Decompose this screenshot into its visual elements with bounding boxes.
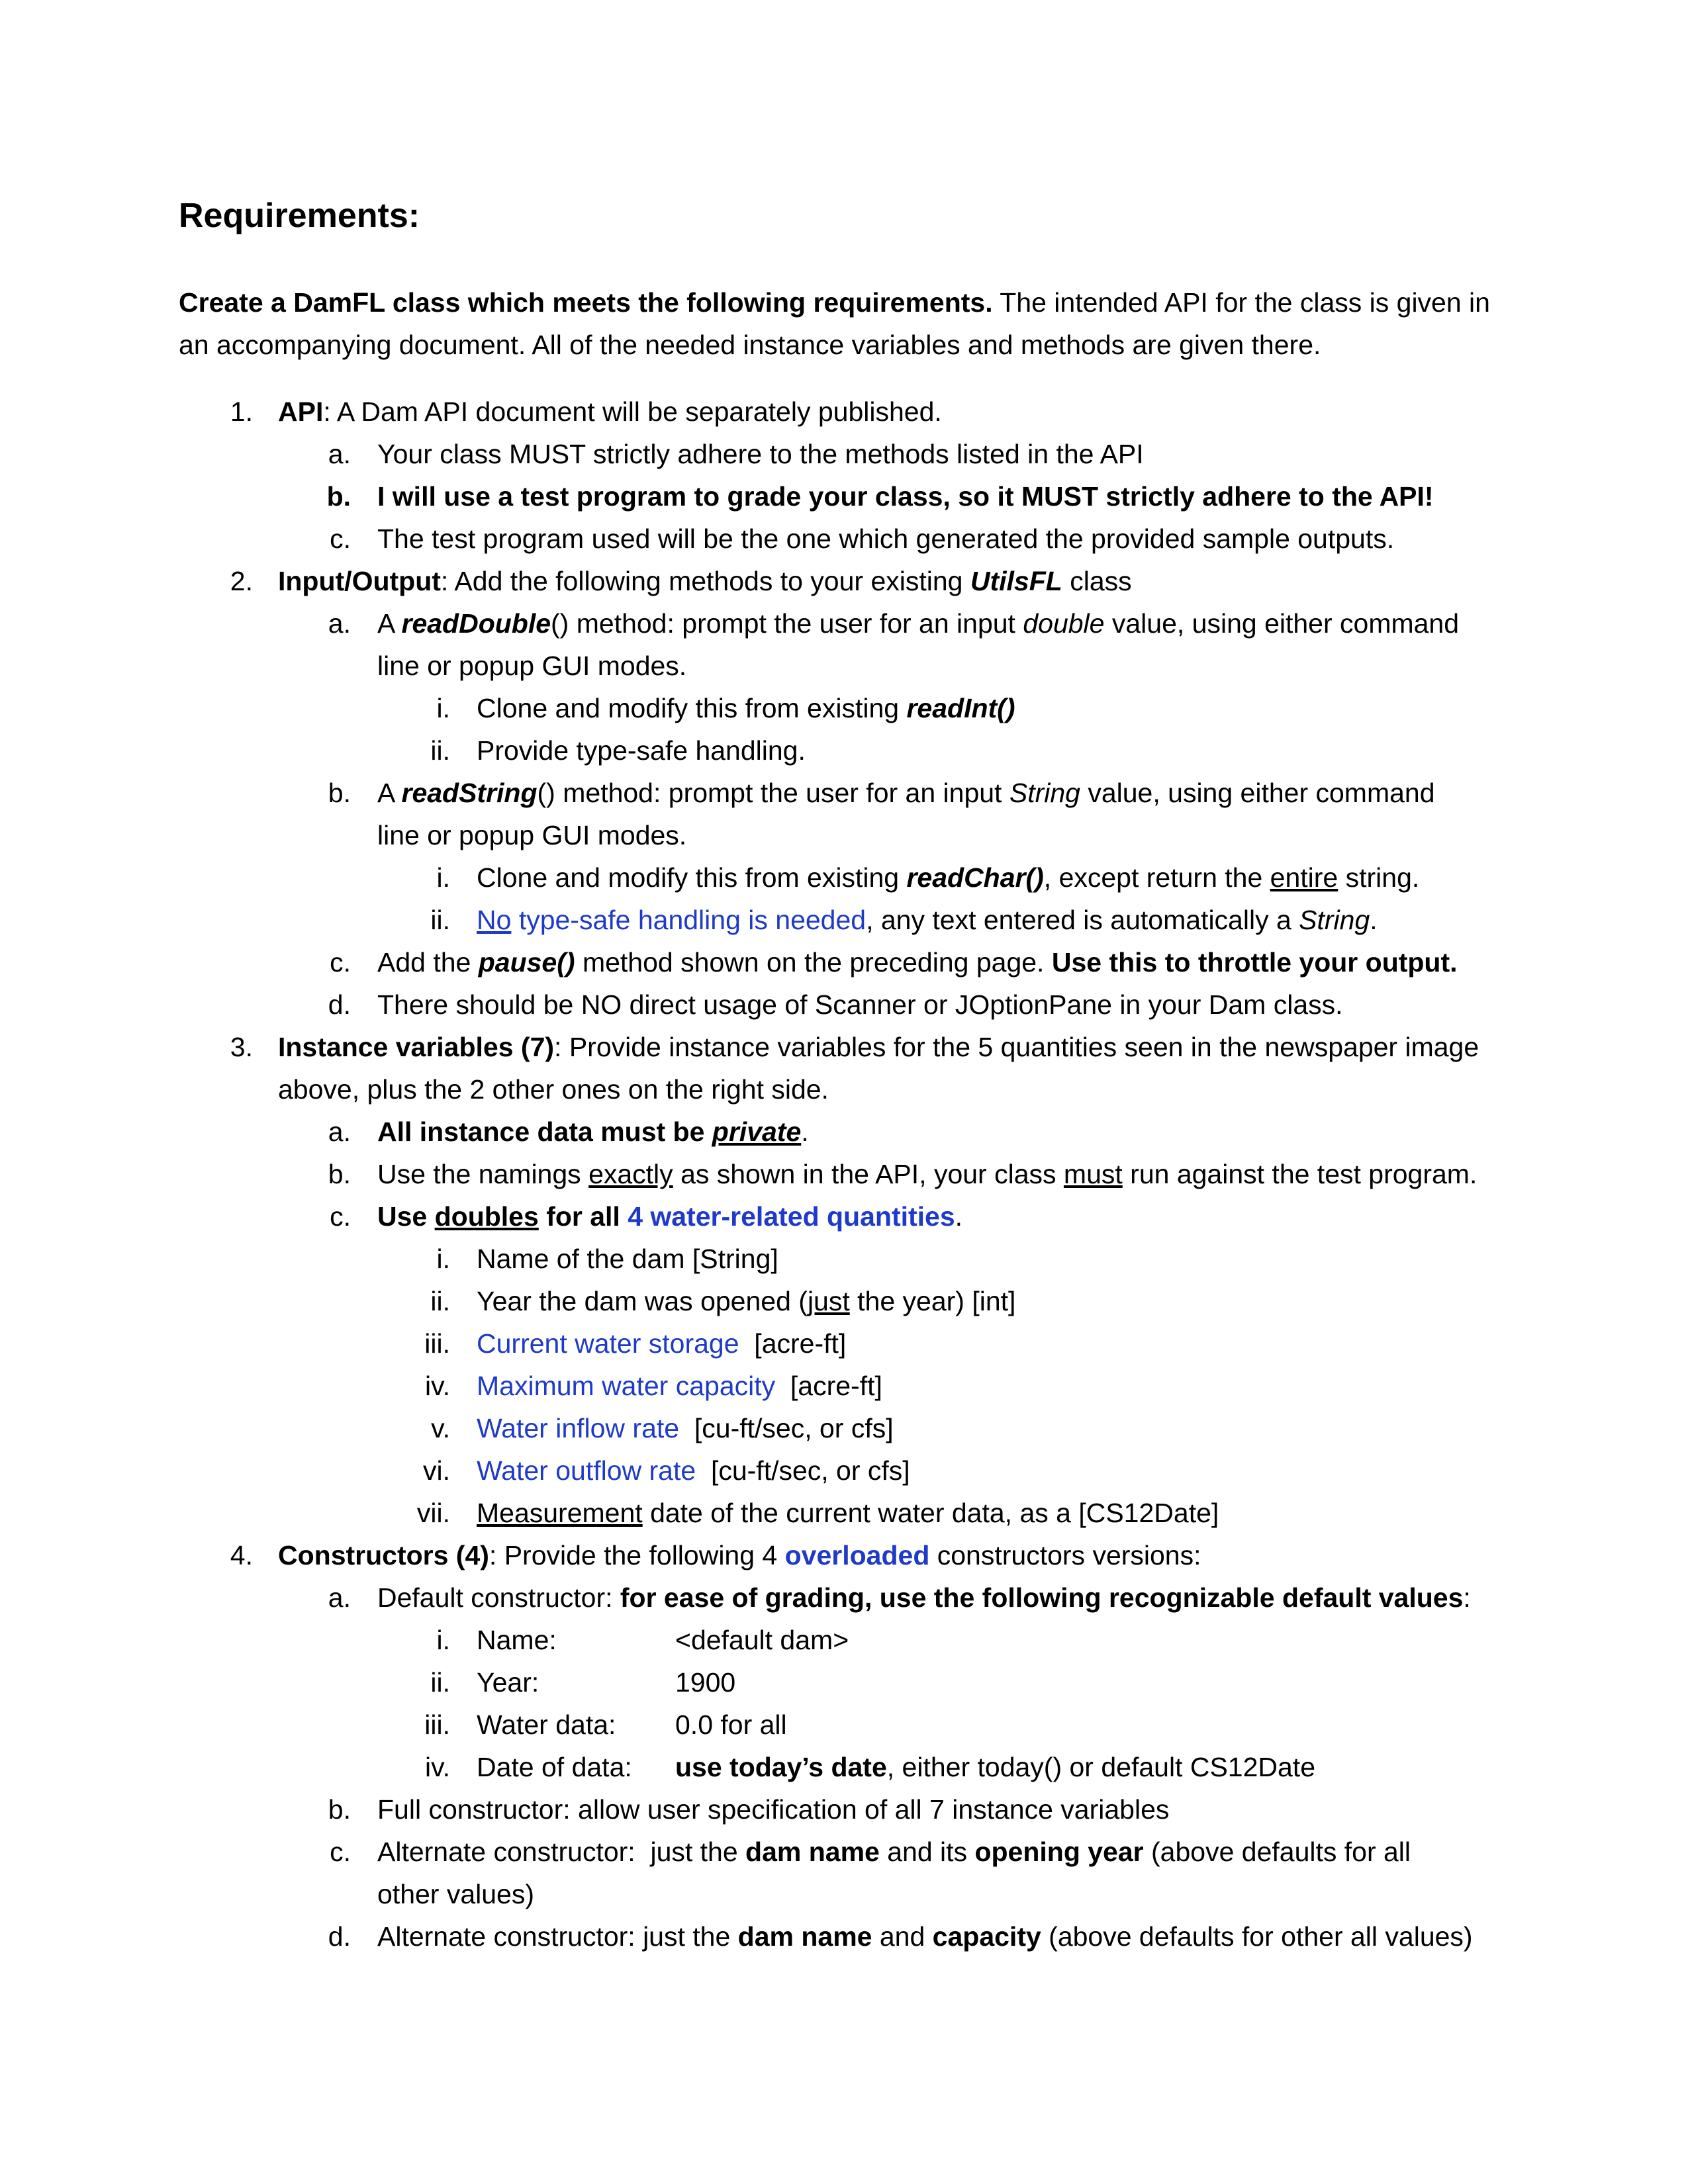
item-3a-tail: . (801, 1116, 809, 1147)
item-4a-iv-key: Date of data: (477, 1752, 632, 1782)
item-4a-tail: : (1463, 1582, 1471, 1613)
item-4a-iv-label: iv. (425, 1752, 450, 1782)
item-3c-i: Name of the dam [String] (477, 1244, 778, 1274)
read-double-method: readDouble (401, 608, 551, 639)
item-1b: I will use a test program to grade your class, so it MUST strictly adhere to the API! (377, 481, 1434, 512)
item-3c-iii-unit: [acre-ft] (739, 1328, 847, 1359)
item-4a (377, 1576, 1471, 1619)
item-2b-i-underline: entire (1270, 862, 1338, 893)
item-3b-text-1: Use the namings (377, 1159, 589, 1189)
item-4a-i-label: i. (436, 1625, 450, 1655)
item-2a-pre: A (377, 608, 402, 639)
item-4c-text-3: (above defaults for all (1143, 1837, 1411, 1867)
item-3c-label: c. (330, 1201, 351, 1232)
item-2a-text: method: prompt the user for an input (569, 608, 1023, 639)
item-4a-iv-bold: use today’s date (675, 1752, 887, 1782)
item-2b-pre: A (377, 778, 402, 808)
item-4 (278, 1534, 1201, 1576)
item-2a (377, 602, 1459, 645)
item-2a-ii-label: ii. (430, 735, 450, 766)
item-2a-label: a. (328, 608, 351, 639)
item-2c-mid: method shown on the preceding page. (575, 947, 1052, 978)
item-2b (377, 772, 1435, 814)
item-3-title: Instance variables (7) (278, 1032, 555, 1062)
item-3c-vii-label: vii. (416, 1498, 450, 1528)
item-4c-label: c. (330, 1837, 351, 1867)
item-3c-iv-label: iv. (425, 1371, 450, 1401)
read-int-method: readInt() (906, 693, 1015, 723)
item-3a (377, 1111, 809, 1153)
item-3c-vi-blue: Water outflow rate (477, 1455, 696, 1486)
item-2-tail: class (1062, 566, 1132, 596)
item-1a-label: a. (328, 439, 351, 469)
item-2a-type: double (1023, 608, 1105, 639)
utils-class-name: UtilsFL (970, 566, 1062, 596)
item-3b-text-3: run against the test program. (1122, 1159, 1477, 1189)
item-2b-i-label: i. (436, 862, 450, 893)
item-3a-bold: All instance data must be (377, 1116, 712, 1147)
item-1 (278, 390, 942, 433)
private-keyword: private (712, 1116, 802, 1147)
item-4d (377, 1915, 1473, 1958)
item-2-title: Input/Output (278, 566, 441, 596)
item-2b-parens: () (537, 778, 555, 808)
item-1a: Your class MUST strictly adhere to the methods listed in the API (377, 439, 1144, 469)
item-2b-i-mid: , except return the (1043, 862, 1270, 893)
item-2d-label: d. (328, 989, 351, 1020)
item-2b-ii-text: , any text entered is automatically a (866, 905, 1299, 935)
item-3-number: 3. (230, 1032, 253, 1062)
item-3-line-2: above, plus the 2 other ones on the right side. (278, 1074, 829, 1105)
item-3c (377, 1195, 962, 1238)
item-2b-i (477, 856, 1419, 899)
item-4c (377, 1831, 1411, 1873)
item-3c-vii (477, 1492, 1219, 1534)
item-4-tail: constructors versions: (929, 1540, 1201, 1570)
item-2c (377, 941, 1458, 983)
item-4a-ii-value: 1900 (675, 1667, 736, 1698)
item-1c: The test program used will be the one which generated the provided sample outputs. (377, 523, 1395, 554)
item-4d-bold-1: dam name (737, 1921, 872, 1952)
item-3c-vii-underline: Measurement (477, 1498, 643, 1528)
item-3c-bold-2: for all (538, 1201, 628, 1232)
item-3 (278, 1026, 1479, 1068)
item-2b-ii-type: String (1299, 905, 1370, 935)
read-char-method: readChar() (906, 862, 1044, 893)
item-3c-vi-label: vi. (423, 1455, 450, 1486)
item-4-title: Constructors (4) (278, 1540, 489, 1570)
item-3c-iii (477, 1322, 846, 1365)
item-2-text: : Add the following methods to your existing (440, 566, 970, 596)
item-2 (278, 560, 1132, 602)
item-2b-type: String (1009, 778, 1080, 808)
item-4a-iv-text: , either today() or default CS12Date (886, 1752, 1315, 1782)
item-3c-iii-blue: Current water storage (477, 1328, 739, 1359)
item-2b-ii-blue: type-safe handling is needed (511, 905, 867, 935)
item-3c-vii-text: date of the current water data, as a [CS12Date] (642, 1498, 1219, 1528)
item-3c-iii-label: iii. (424, 1328, 450, 1359)
pause-method: pause() (478, 947, 575, 978)
item-2b-ii (477, 899, 1378, 941)
item-3b-underline-1: exactly (588, 1159, 673, 1189)
item-1-number: 1. (230, 396, 253, 427)
intro-paragraph (179, 281, 1516, 366)
item-3a-label: a. (328, 1116, 351, 1147)
item-4a-label: a. (328, 1582, 351, 1613)
item-2c-label: c. (330, 947, 351, 978)
intro-text: The intended API for the class is given in an accompanying document. All of the needed instance variables and methods are given there. (179, 287, 1490, 360)
item-4a-text: Default constructor: (377, 1582, 620, 1613)
item-2b-label: b. (328, 778, 351, 808)
item-2b-i-text: Clone and modify this from existing (477, 862, 907, 893)
item-3c-tail: . (955, 1201, 963, 1232)
item-4-blue: overloaded (784, 1540, 930, 1570)
item-3c-iv-blue: Maximum water capacity (477, 1371, 776, 1401)
item-4a-ii-label: ii. (430, 1667, 450, 1698)
item-4c-text-2: and its (879, 1837, 975, 1867)
item-4b: Full constructor: allow user specification of all 7 instance variables (377, 1794, 1170, 1825)
item-2b-text-2: value, using either command (1080, 778, 1435, 808)
item-1b-label: b. (326, 481, 351, 512)
item-3c-ii-text-2: the year) [int] (849, 1286, 1016, 1316)
item-3c-ii-underline: just (807, 1286, 850, 1316)
item-2a-parens: () (551, 608, 569, 639)
item-4d-bold-2: capacity (932, 1921, 1041, 1952)
item-2a-i-label: i. (436, 693, 450, 723)
item-1-text: : A Dam API document will be separately published. (323, 396, 942, 427)
item-4-number: 4. (230, 1540, 253, 1570)
item-2a-i-text: Clone and modify this from existing (477, 693, 907, 723)
item-2b-i-tail: string. (1338, 862, 1420, 893)
item-1-title: API (278, 396, 324, 427)
item-3c-iv (477, 1365, 882, 1407)
item-3c-i-label: i. (436, 1244, 450, 1274)
item-2a-i (477, 687, 1015, 729)
item-2c-bold: Use this to throttle your output. (1051, 947, 1458, 978)
item-2b-text: method: prompt the user for an input (555, 778, 1009, 808)
item-2c-pre: Add the (377, 947, 479, 978)
item-3b-underline-2: must (1063, 1159, 1123, 1189)
item-3c-vi-unit: [cu-ft/sec, or cfs] (696, 1455, 910, 1486)
item-3b (377, 1153, 1477, 1195)
item-3c-v-label: v. (431, 1413, 450, 1443)
item-2b-line-2: line or popup GUI modes. (377, 820, 687, 850)
item-4-text: : Provide the following 4 (489, 1540, 785, 1570)
item-4c-line-2: other values) (377, 1879, 535, 1909)
item-4d-text-3: (above defaults for other all values) (1041, 1921, 1473, 1952)
item-4c-text-1: Alternate constructor: just the (377, 1837, 746, 1867)
item-4b-label: b. (328, 1794, 351, 1825)
item-2b-ii-label: ii. (430, 905, 450, 935)
item-3c-underline: doubles (434, 1201, 539, 1232)
item-4d-text-1: Alternate constructor: just the (377, 1921, 738, 1952)
item-3c-iv-unit: [acre-ft] (775, 1371, 882, 1401)
item-3c-v (477, 1407, 894, 1449)
item-3c-ii (477, 1280, 1015, 1322)
item-2a-line-2: line or popup GUI modes. (377, 651, 687, 681)
page-title: Requirements: (179, 197, 420, 235)
item-1c-label: c. (330, 523, 351, 554)
item-4a-iii-label: iii. (424, 1709, 450, 1740)
item-2b-ii-underline: No (477, 905, 512, 935)
item-3c-v-blue: Water inflow rate (477, 1413, 680, 1443)
item-3b-label: b. (328, 1159, 351, 1189)
item-2a-text-2: value, using either command (1104, 608, 1460, 639)
item-3-text: : Provide instance variables for the 5 quantities seen in the newspaper image (554, 1032, 1479, 1062)
item-2a-ii: Provide type-safe handling. (477, 735, 806, 766)
item-2b-ii-tail: . (1370, 905, 1378, 935)
intro-bold: Create a DamFL class which meets the following requirements. (179, 287, 993, 318)
item-3c-bold-1: Use (377, 1201, 435, 1232)
item-3b-text-2: as shown in the API, your class (673, 1159, 1064, 1189)
item-3c-blue: 4 water-related quantities (628, 1201, 955, 1232)
item-2d: There should be NO direct usage of Scanner or JOptionPane in your Dam class. (377, 989, 1343, 1020)
item-4a-iv-value (675, 1746, 1315, 1788)
item-2-number: 2. (230, 566, 253, 596)
item-4c-bold-2: opening year (974, 1837, 1144, 1867)
item-3c-ii-text-1: Year the dam was opened ( (477, 1286, 808, 1316)
item-4a-iii-value: 0.0 for all (675, 1709, 787, 1740)
read-string-method: readString (401, 778, 538, 808)
item-4a-i-value: <default dam> (675, 1625, 849, 1655)
item-4a-ii-key: Year: (477, 1667, 539, 1698)
item-3c-v-unit: [cu-ft/sec, or cfs] (679, 1413, 894, 1443)
item-4a-i-key: Name: (477, 1625, 557, 1655)
item-4c-bold-1: dam name (745, 1837, 880, 1867)
item-4a-bold: for ease of grading, use the following recognizable default values (620, 1582, 1464, 1613)
item-3c-ii-label: ii. (430, 1286, 450, 1316)
item-3c-vi (477, 1449, 910, 1492)
item-4a-iii-key: Water data: (477, 1709, 616, 1740)
item-4d-label: d. (328, 1921, 351, 1952)
item-4d-text-2: and (872, 1921, 933, 1952)
